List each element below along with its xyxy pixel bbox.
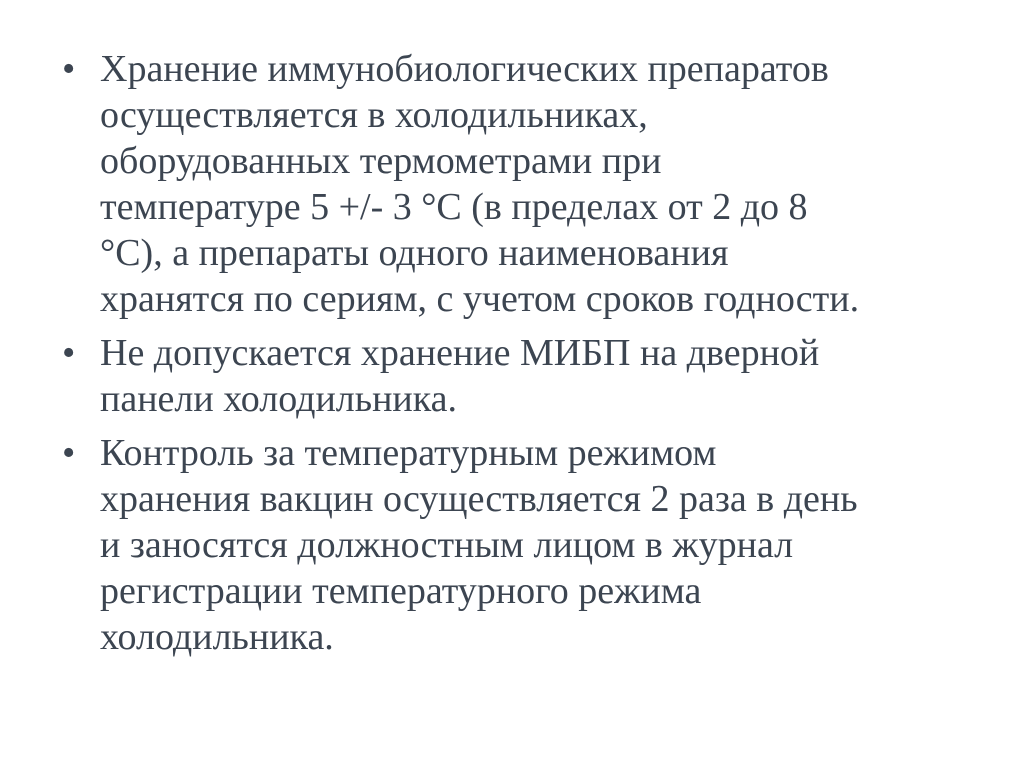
bullet-line: Хранение иммунобиологических препаратов: [100, 48, 829, 90]
bullet-dot: •: [62, 332, 76, 374]
bullet-line: Контроль за температурным режимом: [100, 432, 717, 474]
bullet-line: панели холодильника.: [100, 378, 458, 420]
bullet-line: регистрации температурного режима: [100, 570, 702, 612]
bullet-line: и заносятся должностным лицом в журнал: [100, 524, 794, 566]
bullet-line: °С), а препараты одного наименования: [100, 232, 729, 274]
bullet-dot: •: [62, 48, 76, 90]
bullet-line: хранятся по сериям, с учетом сроков годности.: [100, 278, 860, 320]
bullet-item-door-panel: [62, 330, 964, 422]
bullet-line: холодильника.: [100, 616, 334, 658]
bullet-list: [62, 46, 964, 660]
bullet-line: осуществляется в холодильниках,: [100, 94, 648, 136]
bullet-item-storage-conditions: [62, 46, 964, 322]
bullet-dot: •: [62, 432, 76, 474]
bullet-line: хранения вакцин осуществляется 2 раза в день: [100, 478, 858, 520]
bullet-line: Не допускается хранение МИБП на дверной: [100, 332, 820, 374]
bullet-item-temperature-control: [62, 430, 964, 660]
bullet-line: оборудованных термометрами при: [100, 140, 662, 182]
bullet-line: температуре 5 +/- 3 °С (в пределах от 2 до 8: [100, 186, 808, 228]
